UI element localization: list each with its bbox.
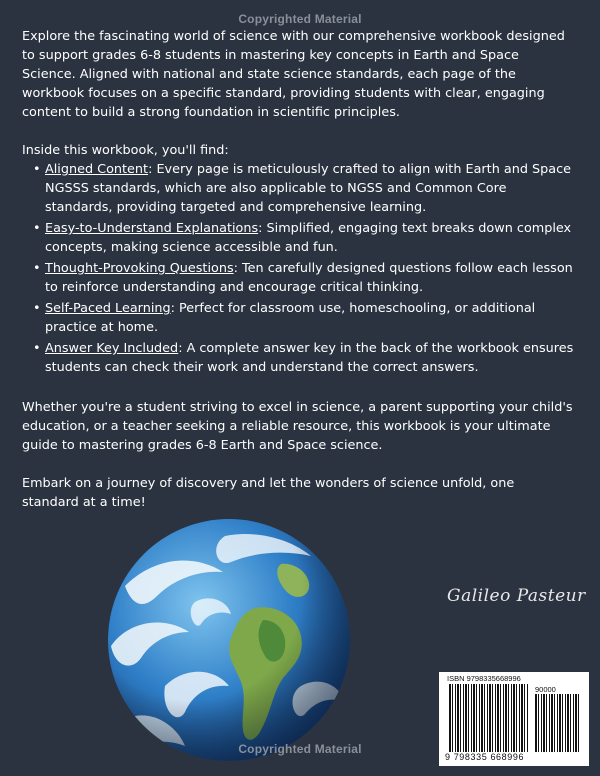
feature-title: Thought-Provoking Questions (45, 261, 234, 276)
inside-heading: Inside this workbook, you'll find: (22, 143, 229, 158)
isbn-label: ISBN 9798335668996 (447, 674, 521, 683)
feature-text: : Ten carefully designed questions follow each lesson to reinforce understanding and encourage critical thinking. (45, 261, 573, 295)
feature-item (22, 219, 574, 257)
back-cover-text (22, 27, 574, 512)
feature-item (22, 339, 574, 377)
author-signature: Galileo Pasteur (447, 586, 586, 606)
watermark-bottom: Copyrighted Material (238, 742, 362, 756)
feature-title: Easy-to-Understand Explanations (45, 221, 259, 236)
feature-title: Self-Paced Learning (45, 301, 171, 316)
watermark-top: Copyrighted Material (238, 12, 362, 26)
feature-text: : Simplified, engaging text breaks down complex concepts, making science accessible and fun. (45, 221, 572, 255)
isbn-digits: 9 798335 668996 (445, 752, 525, 762)
feature-list (22, 160, 574, 377)
earth-globe-icon (105, 516, 353, 764)
feature-text: : A complete answer key in the back of the workbook ensures students can check their work and understand the correct answers. (45, 341, 574, 375)
feature-item (22, 160, 574, 217)
price-code: 90000 (535, 685, 556, 694)
feature-title: Aligned Content (45, 162, 149, 177)
feature-title: Answer Key Included (45, 341, 179, 356)
feature-item (22, 259, 574, 297)
feature-text: : Perfect for classroom use, homeschooling, or additional practice at home. (45, 301, 536, 335)
closing-paragraph: Whether you're a student striving to excel in science, a parent supporting your child's education, or a teacher seeking a reliable resource, this workbook is your ultimate guide to mastering grades 6-8 Earth and Space science. (22, 400, 573, 453)
feature-item (22, 299, 574, 337)
earth-globe-image (105, 516, 353, 764)
intro-paragraph: Explore the fascinating world of science with our comprehensive workbook designed to support grades 6-8 students in mastering key concepts in Earth and Space Science. Aligned with national and state science standards, each page of the workbook focuses on a specific standard, providing students with clear, engaging content to build a strong foundation in scientific principles. (22, 29, 565, 120)
closing-paragraph-2: Embark on a journey of discovery and let the wonders of science unfold, one standard at a time! (22, 476, 515, 510)
feature-text: : Every page is meticulously crafted to align with Earth and Space NGSSS standards, which are also applicable to NGSS and Common Core standards, providing targeted and comprehensive learning. (45, 162, 572, 215)
